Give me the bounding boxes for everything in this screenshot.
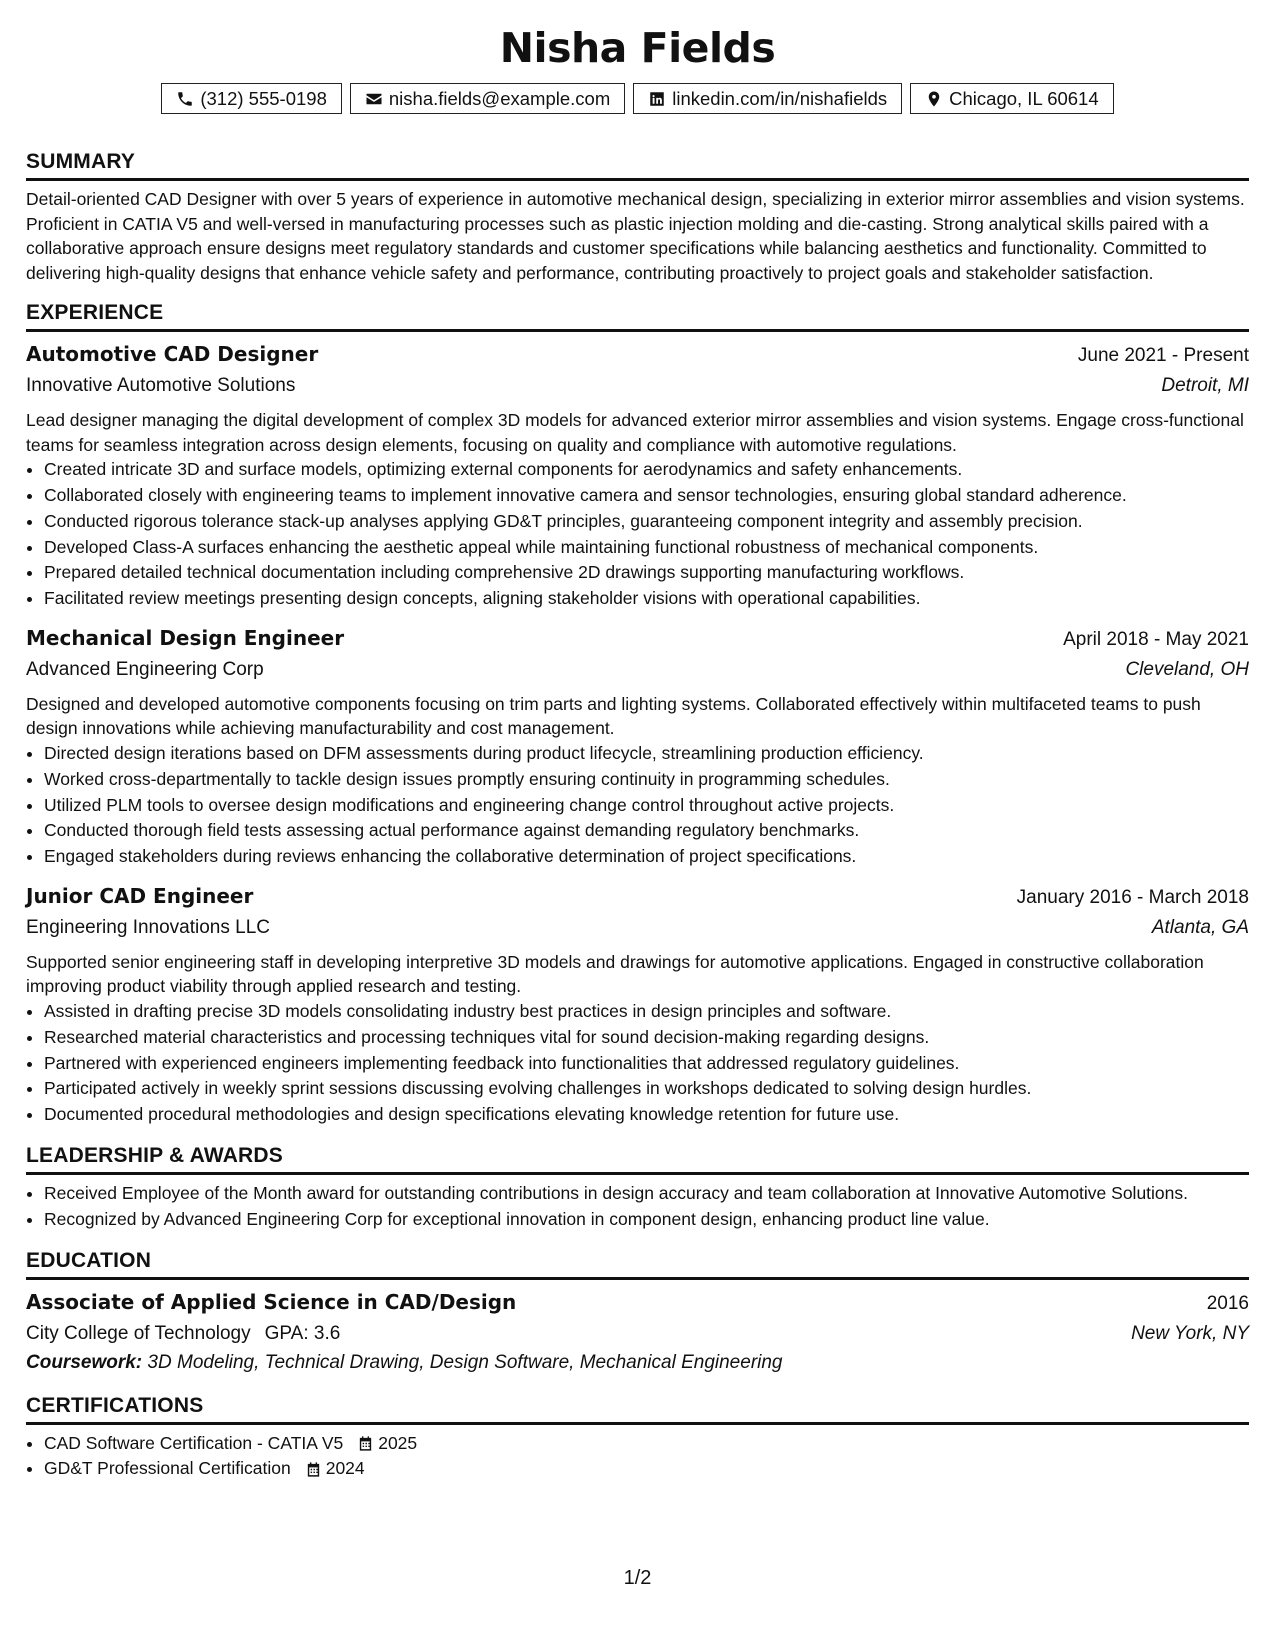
contact-email[interactable]: [350, 83, 625, 114]
job-description: Supported senior engineering staff in developing interpretive 3D models and drawings for automotive applications. Engaged in constructive collaboration improving product viability through applied research and testing.: [26, 951, 1204, 997]
contact-phone[interactable]: [161, 83, 342, 114]
certification-item: [44, 1456, 1249, 1482]
resume-page: [26, 20, 1249, 1498]
leadership-section: [26, 1144, 1249, 1233]
job-bullets: [26, 457, 1249, 612]
summary-section: [26, 150, 1249, 285]
list-item: • Directed design iterations based on DFM assessments during product lifecycle, streamlining production efficiency.: [44, 741, 1249, 767]
job-title: Automotive CAD Designer: [26, 342, 319, 367]
list-item: • Engaged stakeholders during reviews enhancing the collaborative determination of project specifications.: [44, 844, 1249, 870]
job-entry: [26, 622, 1249, 870]
certification-list: [26, 1431, 1249, 1483]
phone-icon: [176, 90, 194, 108]
list-item: • Developed Class-A surfaces enhancing the aesthetic appeal while maintaining functional robustness of mechanical components.: [44, 535, 1249, 561]
calendar-icon: [305, 1461, 322, 1478]
certification-year: 2024: [325, 1458, 365, 1479]
list-item: • Partnered with experienced engineers implementing feedback into functionalities that addressed regulatory guidelines.: [44, 1051, 1249, 1077]
coursework: [26, 1348, 1249, 1378]
certifications-section: [26, 1394, 1249, 1483]
list-item: • Facilitated review meetings presenting design concepts, aligning stakeholder visions with operational capabilities.: [44, 586, 1249, 612]
section-title-experience: EXPERIENCE: [26, 301, 1249, 332]
job-bullets: [26, 741, 1249, 870]
job-location: Atlanta, GA: [1151, 916, 1249, 938]
list-item: • Documented procedural methodologies and design specifications elevating knowledge retention for future use.: [44, 1102, 1249, 1128]
contact-location[interactable]: [910, 83, 1113, 114]
school-name: City College of Technology: [26, 1322, 251, 1344]
contact-linkedin[interactable]: [633, 83, 902, 114]
list-item: • Received Employee of the Month award for outstanding contributions in design accuracy and team collaboration at Innovative Automotive Solutions.: [44, 1181, 1249, 1207]
list-item: • Assisted in drafting precise 3D models consolidating industry best practices in design principles and software.: [44, 999, 1249, 1025]
section-title-education: EDUCATION: [26, 1249, 1249, 1280]
list-item: • Utilized PLM tools to oversee design modifications and engineering change control throughout active projects.: [44, 793, 1249, 819]
contact-location-text: Chicago, IL 60614: [949, 87, 1099, 109]
degree-title: Associate of Applied Science in CAD/Design: [26, 1289, 517, 1314]
section-title-leadership: LEADERSHIP & AWARDS: [26, 1144, 1249, 1175]
job-company: Innovative Automotive Solutions: [26, 375, 296, 397]
job-title: Junior CAD Engineer: [26, 883, 254, 908]
list-item: • Worked cross-departmentally to tackle design issues promptly ensuring continuity in programming schedules.: [44, 767, 1249, 793]
contact-phone-text: (312) 555-0198: [200, 87, 327, 109]
certification-name: • GD&T Professional Certification: [44, 1458, 291, 1479]
graduation-year: 2016: [1206, 1292, 1249, 1314]
summary-text: Detail-oriented CAD Designer with over 5 years of experience in automotive mechanical design, specializing in exterior mirror assemblies and vision systems. Proficient in CATIA V5 and well-versed in manufacturing processes such as plastic injection molding and die-casting. Strong analytical skills paired with a collaborative approach ensure designs meet regulatory standards and customer specifications while balancing aesthetics and functionality. Committed to delivering high-quality designs that enhance vehicle safety and performance, contributing proactively to project goals and stakeholder satisfaction.: [26, 189, 1245, 283]
leadership-bullets: [26, 1181, 1249, 1233]
list-item: • Participated actively in weekly sprint sessions discussing evolving challenges in workshops dedicated to solving design hurdles.: [44, 1076, 1249, 1102]
section-title-certifications: CERTIFICATIONS: [26, 1394, 1249, 1425]
experience-section: [26, 301, 1249, 1128]
section-title-summary: SUMMARY: [26, 150, 1249, 181]
certification-name: • CAD Software Certification - CATIA V5: [44, 1432, 344, 1453]
job-entry: [26, 880, 1249, 1128]
coursework-label: Coursework:: [26, 1351, 143, 1373]
map-pin-icon: [925, 90, 943, 108]
list-item: • Conducted thorough field tests assessing actual performance against demanding regulatory benchmarks.: [44, 818, 1249, 844]
contact-bar: [26, 83, 1249, 114]
contact-email-text: nisha.fields@example.com: [388, 87, 611, 109]
job-location: Cleveland, OH: [1125, 658, 1249, 680]
job-company: Engineering Innovations LLC: [26, 916, 271, 938]
list-item: • Created intricate 3D and surface models, optimizing external components for aerodynamics and safety enhancements.: [44, 457, 1249, 483]
calendar-icon: [357, 1435, 374, 1452]
coursework-list: 3D Modeling, Technical Drawing, Design Software, Mechanical Engineering: [147, 1351, 783, 1373]
job-entry: [26, 338, 1249, 612]
job-dates: April 2018 - May 2021: [1063, 628, 1249, 650]
job-description: Designed and developed automotive components focusing on trim parts and lighting systems. Collaborated effectively within multifaceted teams to push design innovations while achieving manufacturability and cost management.: [26, 693, 1201, 739]
list-item: • Researched material characteristics and processing techniques vital for sound decision-making regarding designs.: [44, 1025, 1249, 1051]
list-item: • Recognized by Advanced Engineering Corp for exceptional innovation in component design, enhancing product line value.: [44, 1207, 1249, 1233]
list-item: • Collaborated closely with engineering teams to implement innovative camera and sensor technologies, ensuring global standard adherence.: [44, 483, 1249, 509]
linkedin-icon: [648, 90, 666, 108]
certification-year: 2025: [378, 1432, 418, 1453]
envelope-icon: [365, 90, 383, 108]
job-dates: June 2021 - Present: [1077, 345, 1249, 367]
gpa: GPA: 3.6: [264, 1322, 341, 1344]
school-location: New York, NY: [1131, 1322, 1249, 1344]
job-location: Detroit, MI: [1161, 375, 1249, 397]
contact-linkedin-text: linkedin.com/in/nishafields: [672, 87, 888, 109]
list-item: • Prepared detailed technical documentation including comprehensive 2D drawings supporting manufacturing workflows.: [44, 560, 1249, 586]
job-description: Lead designer managing the digital development of complex 3D models for advanced exterior mirror assemblies and vision systems. Engage cross-functional teams for seamless integration across design elements, focusing on quality and compliance with automotive regulations.: [26, 410, 1244, 455]
list-item: • Conducted rigorous tolerance stack-up analyses applying GD&T principles, guaranteeing component integrity and assembly precision.: [44, 509, 1249, 535]
certification-item: [44, 1431, 1249, 1457]
page-number: 1/2: [623, 1567, 652, 1589]
job-dates: January 2016 - March 2018: [1016, 886, 1249, 908]
job-company: Advanced Engineering Corp: [26, 658, 264, 680]
candidate-name: Nisha Fields: [499, 24, 776, 72]
education-section: [26, 1249, 1249, 1378]
job-bullets: [26, 999, 1249, 1128]
job-title: Mechanical Design Engineer: [26, 625, 345, 650]
